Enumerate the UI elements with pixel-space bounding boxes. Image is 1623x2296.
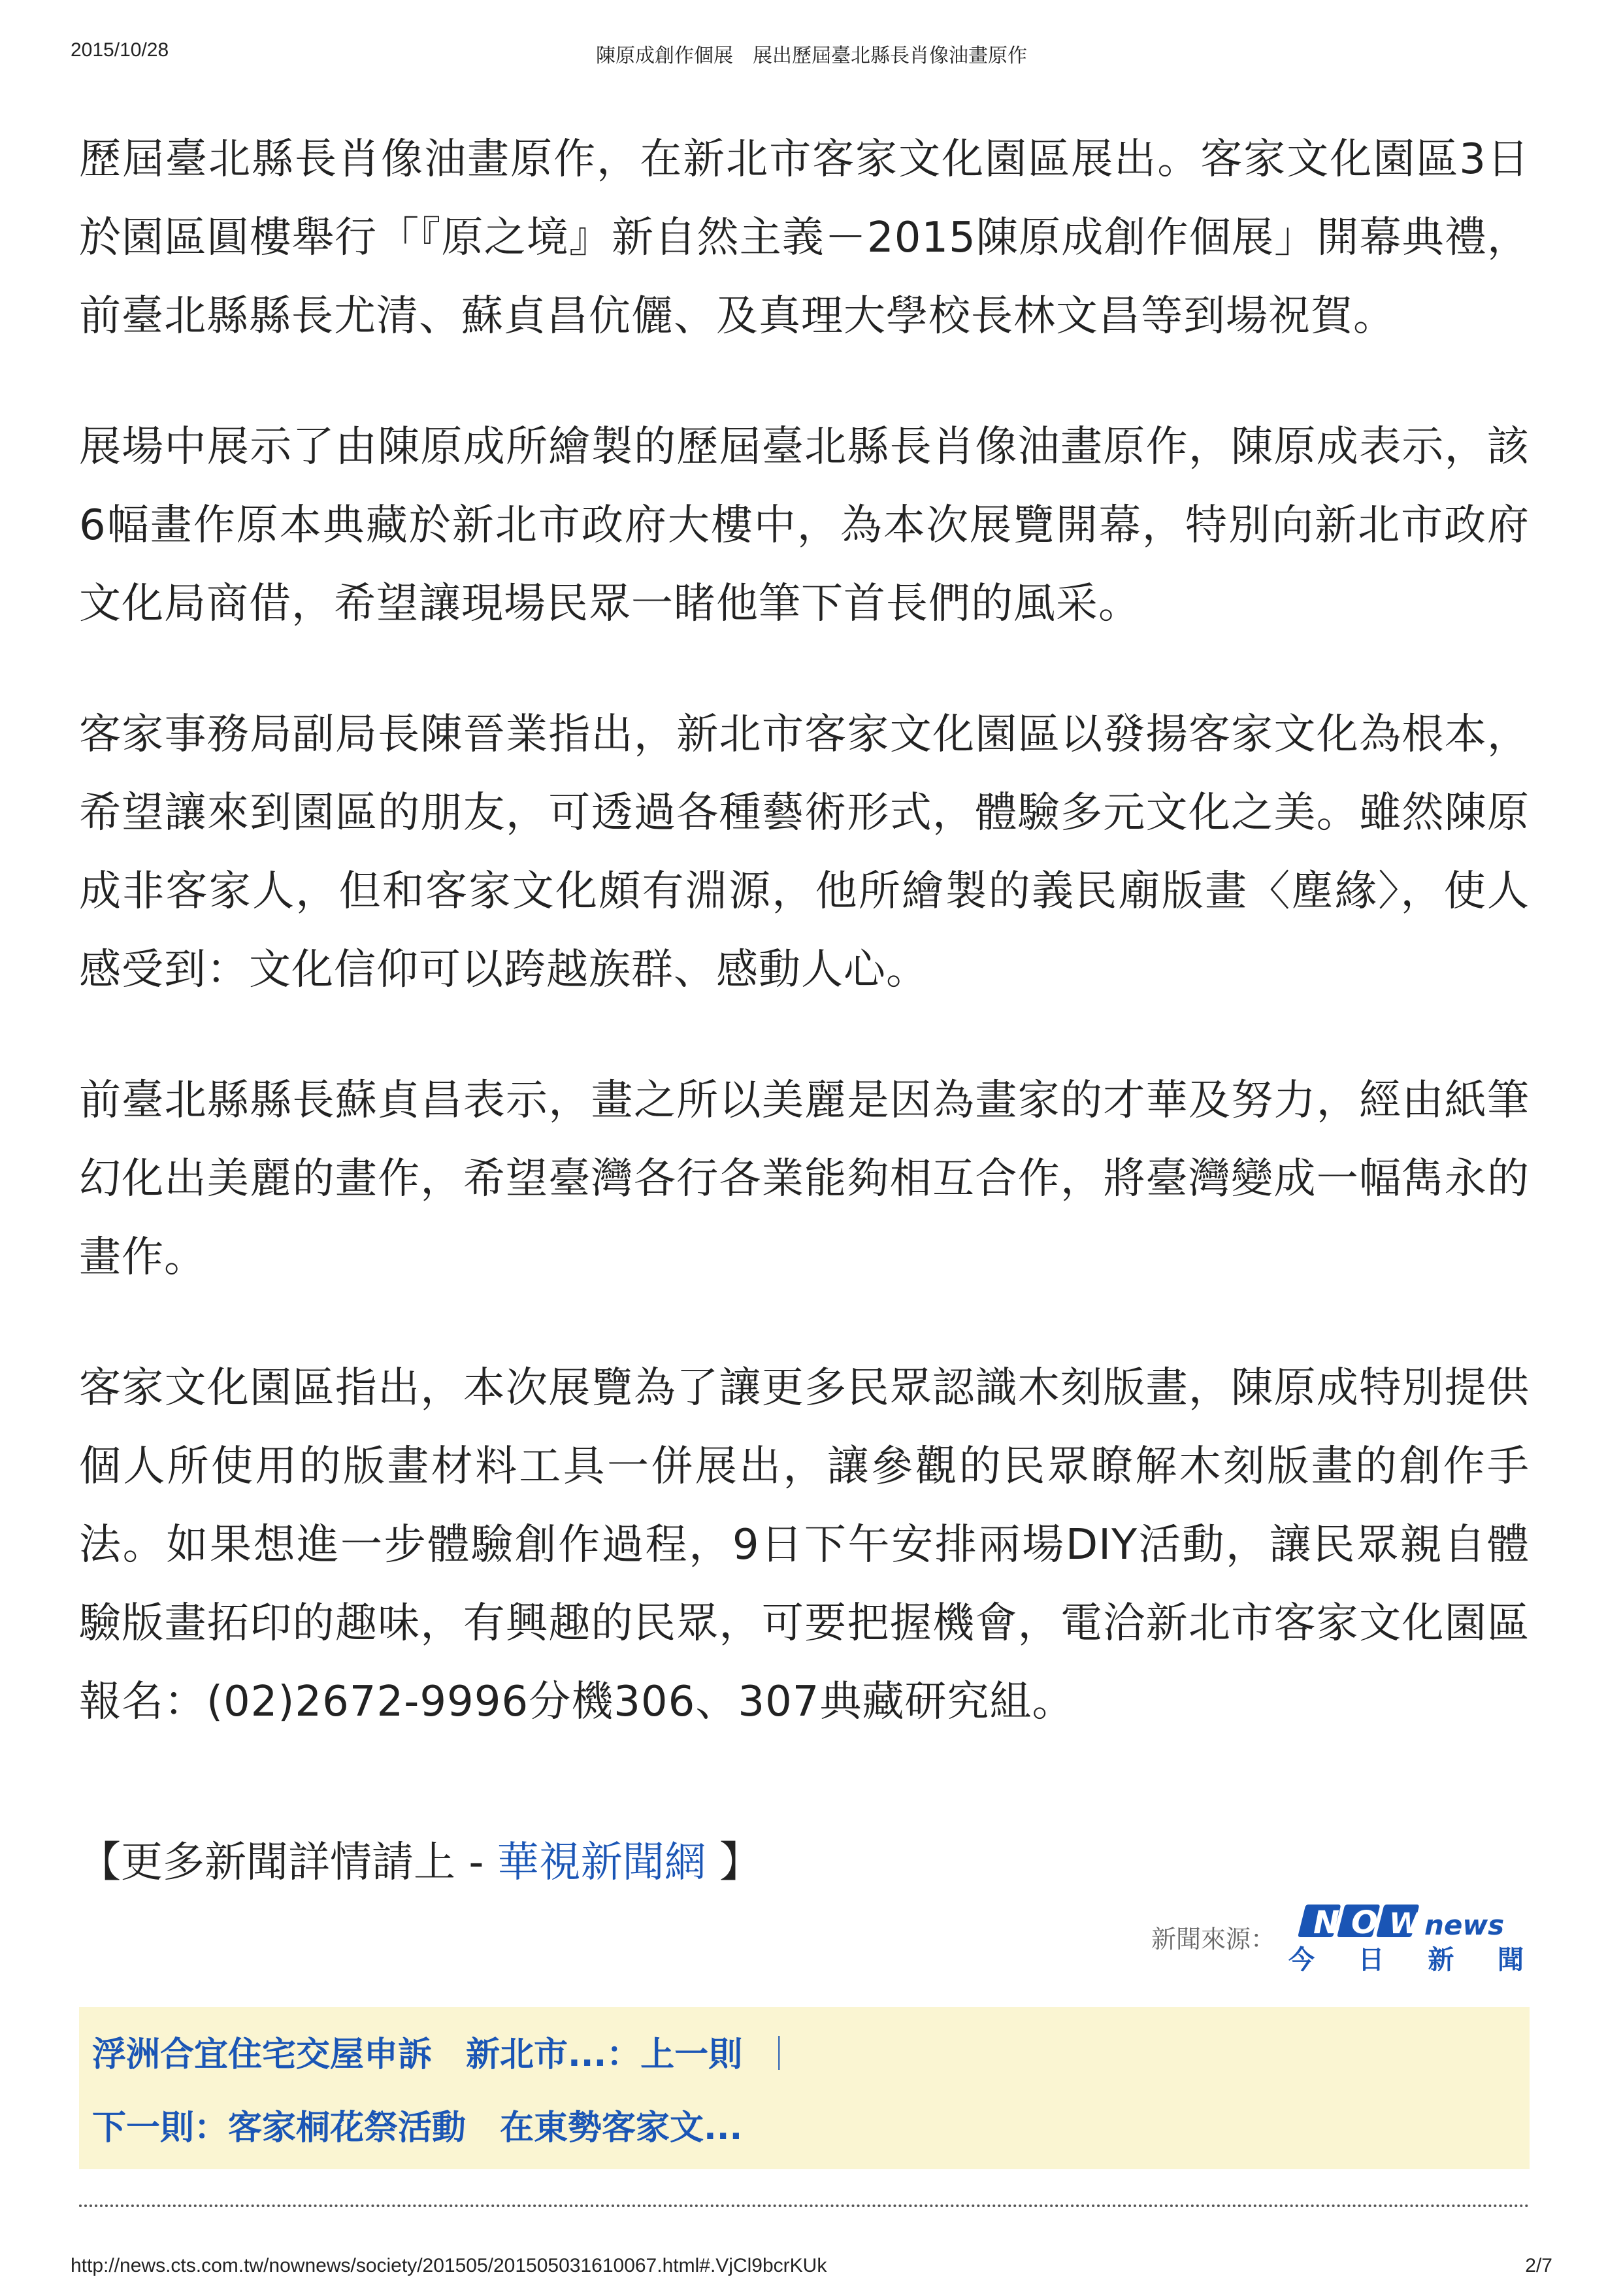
article-paragraph: 客家事務局副局長陳晉業指出，新北市客家文化園區以發揚客家文化為根本，希望讓來到園區的朋友，可透過各種藝術形式，體驗多元文化之美。雖然陳原成非客家人，但和客家文化頗有淵源，他所繪製的義民廟版畫〈塵緣〉，使人感受到：文化信仰可以跨越族群、感動人心。 [79, 710, 1530, 994]
article-paragraph: 前臺北縣縣長蘇貞昌表示，畫之所以美麗是因為畫家的才華及努力，經由紙筆幻化出美麗的畫作，希望臺灣各行各業能夠相互合作，將臺灣變成一幅雋永的畫作。 [79, 1076, 1530, 1282]
more-news-prefix: 【更多新聞詳情請上 - [79, 1838, 497, 1887]
more-news-line [79, 1830, 761, 1895]
print-title: 陳原成創作個展 展出歷屆臺北縣長肖像油畫原作 [596, 45, 1027, 67]
cts-news-link[interactable]: 華視新聞網 [497, 1838, 706, 1887]
nav-separator: ｜ [762, 2035, 796, 2074]
article-paragraph: 歷屆臺北縣長肖像油畫原作，在新北市客家文化園區展出。客家文化園區3日於園區圓樓舉行「『原之境』新自然主義－2015陳原成創作個展」開幕典禮，前臺北縣縣長尤清、蘇貞昌伉儷、及真理大學校長林文昌等到場祝賀。 [79, 135, 1530, 341]
article-body [79, 120, 1530, 1793]
svg-text:N: N [1313, 1905, 1340, 1941]
print-date: 2015/10/28 [71, 39, 169, 61]
svg-text:W: W [1389, 1907, 1421, 1940]
svg-text:news: news [1424, 1909, 1505, 1941]
svg-text:今日新聞: 今日新聞 [1288, 1945, 1524, 1972]
more-news-suffix: 】 [706, 1838, 762, 1887]
nav-next-row [92, 2100, 742, 2149]
prev-article-link[interactable]: 浮洲合宜住宅交屋申訴 新北市...：上一則 [92, 2035, 743, 2074]
news-source [1151, 1901, 1533, 1972]
next-article-link[interactable]: 下一則：客家桐花祭活動 在東勢客家文... [92, 2108, 743, 2148]
print-header [0, 0, 1623, 78]
article-paragraph: 展場中展示了由陳原成所繪製的歷屆臺北縣長肖像油畫原作，陳原成表示，該6幅畫作原本典藏於新北市政府大樓中，為本次展覽開幕，特別向新北市政府文化局商借，希望讓現場民眾一睹他筆下首長們的風采。 [79, 423, 1530, 628]
nav-prev-row [92, 2027, 796, 2076]
article-paragraph: 客家文化園區指出，本次展覽為了讓更多民眾認識木刻版畫，陳原成特別提供個人所使用的版畫材料工具一併展出，讓參觀的民眾瞭解木刻版畫的創作手法。如果想進一步體驗創作過程，9日下午安排兩場DIY活動，讓民眾親自體驗版畫拓印的趣味，有興趣的民眾，可要把握機會，電洽新北市客家文化園區報名：(02)2672-9996分機306、307典藏研究組。 [79, 1364, 1530, 1726]
print-url: http://news.cts.com.tw/nownews/society/201505/201505031610067.html#.VjCl9bcrKUk [71, 2255, 827, 2276]
source-label: 新聞來源： [1151, 1924, 1275, 1954]
print-page-number: 2/7 [1525, 2255, 1552, 2276]
divider [79, 2204, 1530, 2207]
article-nav-box [79, 2007, 1530, 2169]
svg-text:O: O [1351, 1905, 1378, 1941]
nownews-logo[interactable] [1285, 1901, 1533, 1972]
